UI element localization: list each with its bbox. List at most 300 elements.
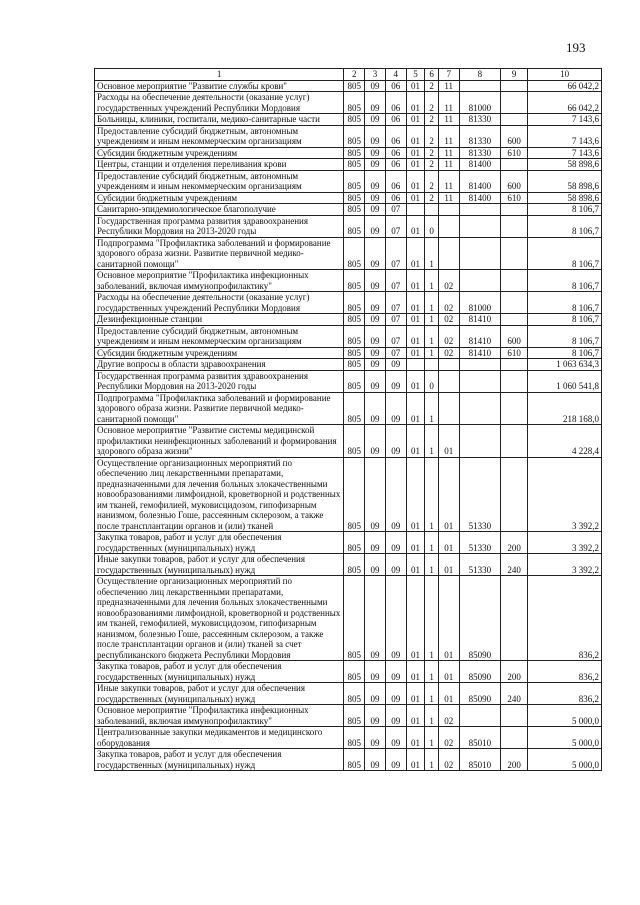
code-activity xyxy=(438,370,459,392)
code-direction: 85010 xyxy=(459,749,501,771)
code-activity xyxy=(438,204,459,216)
table-body xyxy=(95,69,602,771)
code-program: 01 xyxy=(406,457,425,532)
code-subsection: 09 xyxy=(385,532,406,554)
code-admin: 805 xyxy=(344,425,365,458)
table-row xyxy=(95,92,602,114)
code-expense-type xyxy=(501,204,528,216)
table-row xyxy=(95,347,602,359)
row-amount: 8 106,7 xyxy=(528,292,602,314)
code-direction xyxy=(459,270,501,292)
code-admin: 805 xyxy=(344,359,365,371)
code-section: 09 xyxy=(365,576,386,661)
table-row xyxy=(95,204,602,216)
code-subsection: 09 xyxy=(385,359,406,371)
code-section: 09 xyxy=(365,92,386,114)
code-expense-type: 610 xyxy=(501,192,528,204)
code-expense-type xyxy=(501,359,528,371)
code-program: 01 xyxy=(406,114,425,126)
code-activity: 11 xyxy=(438,159,459,171)
code-program: 01 xyxy=(406,370,425,392)
code-activity: 01 xyxy=(438,554,459,576)
column-header: 8 xyxy=(459,69,501,81)
row-amount: 8 106,7 xyxy=(528,325,602,347)
column-header: 5 xyxy=(406,69,425,81)
code-admin: 805 xyxy=(344,237,365,270)
code-admin: 805 xyxy=(344,147,365,159)
table-row xyxy=(95,215,602,237)
code-section: 09 xyxy=(365,683,386,705)
code-direction: 81400 xyxy=(459,192,501,204)
code-direction: 51330 xyxy=(459,532,501,554)
code-direction xyxy=(459,80,501,92)
table-row xyxy=(95,425,602,458)
row-name: Центры, станции и отделения переливания крови xyxy=(95,159,344,171)
code-direction: 85090 xyxy=(459,661,501,683)
code-admin: 805 xyxy=(344,325,365,347)
row-name: Предоставление субсидий бюджетным, автономным учреждениям и иным некоммерческим организациям xyxy=(95,325,344,347)
code-subprogram: 2 xyxy=(425,192,439,204)
row-amount: 66 042,2 xyxy=(528,92,602,114)
table-row xyxy=(95,457,602,532)
code-direction: 81410 xyxy=(459,325,501,347)
code-direction: 51330 xyxy=(459,554,501,576)
code-expense-type xyxy=(501,370,528,392)
table-row xyxy=(95,170,602,192)
code-activity: 01 xyxy=(438,661,459,683)
code-subsection: 09 xyxy=(385,705,406,727)
code-activity: 11 xyxy=(438,114,459,126)
table-row xyxy=(95,683,602,705)
code-expense-type: 200 xyxy=(501,532,528,554)
code-admin: 805 xyxy=(344,554,365,576)
code-program: 01 xyxy=(406,325,425,347)
code-subprogram: 1 xyxy=(425,532,439,554)
code-admin: 805 xyxy=(344,270,365,292)
code-expense-type: 600 xyxy=(501,170,528,192)
code-expense-type xyxy=(501,425,528,458)
row-name: Другие вопросы в области здравоохранения xyxy=(95,359,344,371)
code-subprogram: 1 xyxy=(425,727,439,749)
code-section: 09 xyxy=(365,125,386,147)
code-expense-type xyxy=(501,270,528,292)
code-subprogram: 1 xyxy=(425,554,439,576)
code-activity: 11 xyxy=(438,170,459,192)
code-direction xyxy=(459,705,501,727)
code-expense-type xyxy=(501,159,528,171)
code-section: 09 xyxy=(365,457,386,532)
code-expense-type: 600 xyxy=(501,325,528,347)
code-admin: 805 xyxy=(344,532,365,554)
code-activity xyxy=(438,359,459,371)
code-activity: 01 xyxy=(438,576,459,661)
row-name: Иные закупки товаров, работ и услуг для обеспечения государственных (муниципальных) нужд xyxy=(95,554,344,576)
code-subprogram: 2 xyxy=(425,159,439,171)
code-activity: 02 xyxy=(438,314,459,326)
table-row xyxy=(95,370,602,392)
code-admin: 805 xyxy=(344,661,365,683)
code-subsection: 07 xyxy=(385,270,406,292)
code-direction: 81410 xyxy=(459,314,501,326)
row-amount: 8 106,7 xyxy=(528,314,602,326)
code-subprogram: 1 xyxy=(425,749,439,771)
code-admin: 805 xyxy=(344,314,365,326)
table-row xyxy=(95,159,602,171)
code-subsection: 06 xyxy=(385,114,406,126)
code-section: 09 xyxy=(365,359,386,371)
code-activity: 02 xyxy=(438,270,459,292)
code-expense-type xyxy=(501,292,528,314)
code-program: 01 xyxy=(406,192,425,204)
code-activity: 02 xyxy=(438,292,459,314)
row-amount: 58 898,6 xyxy=(528,192,602,204)
row-name: Централизованные закупки медикаментов и медицинского оборудования xyxy=(95,727,344,749)
code-activity: 11 xyxy=(438,147,459,159)
code-subprogram xyxy=(425,359,439,371)
table-row xyxy=(95,147,602,159)
code-subsection: 09 xyxy=(385,749,406,771)
code-expense-type xyxy=(501,114,528,126)
row-name: Субсидии бюджетным учреждениям xyxy=(95,192,344,204)
code-section: 09 xyxy=(365,314,386,326)
code-program: 01 xyxy=(406,270,425,292)
row-name: Основное мероприятие "Профилактика инфекционных заболеваний, включая иммунопрофилактику" xyxy=(95,270,344,292)
code-program: 01 xyxy=(406,749,425,771)
table-row xyxy=(95,392,602,425)
code-admin: 805 xyxy=(344,159,365,171)
code-program: 01 xyxy=(406,683,425,705)
row-amount: 7 143,6 xyxy=(528,125,602,147)
code-subprogram: 2 xyxy=(425,92,439,114)
code-subsection: 07 xyxy=(385,292,406,314)
code-subsection: 07 xyxy=(385,347,406,359)
code-section: 09 xyxy=(365,325,386,347)
code-subprogram: 1 xyxy=(425,457,439,532)
code-subprogram: 2 xyxy=(425,170,439,192)
code-expense-type: 600 xyxy=(501,125,528,147)
code-expense-type xyxy=(501,576,528,661)
row-amount: 836,2 xyxy=(528,661,602,683)
code-program: 01 xyxy=(406,532,425,554)
code-expense-type: 610 xyxy=(501,347,528,359)
code-subprogram: 1 xyxy=(425,347,439,359)
code-subsection: 07 xyxy=(385,325,406,347)
code-direction xyxy=(459,215,501,237)
row-name: Дезинфекционные станции xyxy=(95,314,344,326)
code-program: 01 xyxy=(406,554,425,576)
code-direction xyxy=(459,359,501,371)
code-program: 01 xyxy=(406,576,425,661)
code-direction: 85090 xyxy=(459,683,501,705)
code-expense-type: 200 xyxy=(501,749,528,771)
row-amount: 3 392,2 xyxy=(528,532,602,554)
code-program: 01 xyxy=(406,425,425,458)
code-expense-type: 610 xyxy=(501,147,528,159)
code-program: 01 xyxy=(406,159,425,171)
code-subprogram: 2 xyxy=(425,80,439,92)
code-expense-type: 240 xyxy=(501,683,528,705)
code-section: 09 xyxy=(365,170,386,192)
code-section: 09 xyxy=(365,749,386,771)
code-expense-type xyxy=(501,92,528,114)
code-direction: 81330 xyxy=(459,125,501,147)
code-subsection: 06 xyxy=(385,92,406,114)
code-activity: 01 xyxy=(438,425,459,458)
code-expense-type xyxy=(501,215,528,237)
code-subsection: 07 xyxy=(385,215,406,237)
code-subsection: 06 xyxy=(385,159,406,171)
code-admin: 805 xyxy=(344,457,365,532)
code-program xyxy=(406,204,425,216)
code-expense-type xyxy=(501,705,528,727)
code-admin: 805 xyxy=(344,292,365,314)
code-section: 09 xyxy=(365,727,386,749)
code-direction: 85090 xyxy=(459,576,501,661)
code-subsection: 07 xyxy=(385,237,406,270)
code-subsection: 06 xyxy=(385,192,406,204)
code-section: 09 xyxy=(365,425,386,458)
table-row xyxy=(95,727,602,749)
code-subsection: 06 xyxy=(385,170,406,192)
code-section: 09 xyxy=(365,215,386,237)
code-subprogram: 1 xyxy=(425,705,439,727)
code-subsection: 09 xyxy=(385,425,406,458)
column-header: 1 xyxy=(95,69,344,81)
code-program: 01 xyxy=(406,661,425,683)
column-header: 7 xyxy=(438,69,459,81)
code-expense-type xyxy=(501,80,528,92)
row-amount: 5 000,0 xyxy=(528,749,602,771)
table-row xyxy=(95,237,602,270)
code-section: 09 xyxy=(365,80,386,92)
row-name: Закупка товаров, работ и услуг для обеспечения государственных (муниципальных) нужд xyxy=(95,532,344,554)
row-name: Иные закупки товаров, работ и услуг для обеспечения государственных (муниципальных) нужд xyxy=(95,683,344,705)
row-amount: 3 392,2 xyxy=(528,457,602,532)
code-expense-type xyxy=(501,392,528,425)
code-admin: 805 xyxy=(344,192,365,204)
row-amount: 4 228,4 xyxy=(528,425,602,458)
code-section: 09 xyxy=(365,347,386,359)
row-name: Государственная программа развития здравоохранения Республики Мордовия на 2013-2020 годы xyxy=(95,215,344,237)
row-amount: 8 106,7 xyxy=(528,215,602,237)
code-program: 01 xyxy=(406,392,425,425)
code-section: 09 xyxy=(365,159,386,171)
table-row xyxy=(95,292,602,314)
row-amount: 8 106,7 xyxy=(528,270,602,292)
row-amount: 1 063 634,3 xyxy=(528,359,602,371)
code-admin: 805 xyxy=(344,204,365,216)
code-section: 09 xyxy=(365,392,386,425)
code-program: 01 xyxy=(406,292,425,314)
code-activity: 02 xyxy=(438,347,459,359)
code-admin: 805 xyxy=(344,170,365,192)
code-program: 01 xyxy=(406,727,425,749)
code-admin: 805 xyxy=(344,125,365,147)
code-subprogram: 0 xyxy=(425,215,439,237)
code-program: 01 xyxy=(406,215,425,237)
row-name: Субсидии бюджетным учреждениям xyxy=(95,347,344,359)
code-section: 09 xyxy=(365,292,386,314)
code-section: 09 xyxy=(365,370,386,392)
row-amount: 3 392,2 xyxy=(528,554,602,576)
code-subsection: 09 xyxy=(385,727,406,749)
row-amount: 58 898,6 xyxy=(528,159,602,171)
code-activity: 11 xyxy=(438,125,459,147)
row-name: Больницы, клиники, госпитали, медико-санитарные части xyxy=(95,114,344,126)
code-activity: 11 xyxy=(438,92,459,114)
code-program xyxy=(406,359,425,371)
code-subsection: 06 xyxy=(385,80,406,92)
row-name: Государственная программа развития здравоохранения Республики Мордовия на 2013-2020 годы xyxy=(95,370,344,392)
code-subprogram: 1 xyxy=(425,314,439,326)
row-amount: 5 000,0 xyxy=(528,705,602,727)
column-header: 3 xyxy=(365,69,386,81)
code-admin: 805 xyxy=(344,370,365,392)
code-subprogram: 1 xyxy=(425,661,439,683)
code-subprogram: 1 xyxy=(425,325,439,347)
column-header: 4 xyxy=(385,69,406,81)
row-name: Подпрограмма "Профилактика заболеваний и формирование здорового образа жизни. Развитие первичной медико-санитарной помощи" xyxy=(95,237,344,270)
code-expense-type xyxy=(501,727,528,749)
row-amount: 1 060 541,8 xyxy=(528,370,602,392)
code-subsection: 09 xyxy=(385,661,406,683)
table-header-row xyxy=(95,69,602,81)
code-admin: 805 xyxy=(344,114,365,126)
code-section: 09 xyxy=(365,147,386,159)
code-subprogram: 1 xyxy=(425,392,439,425)
code-admin: 805 xyxy=(344,749,365,771)
row-amount: 8 106,7 xyxy=(528,204,602,216)
code-section: 09 xyxy=(365,204,386,216)
code-subprogram: 2 xyxy=(425,125,439,147)
column-header: 2 xyxy=(344,69,365,81)
code-program: 01 xyxy=(406,92,425,114)
code-program: 01 xyxy=(406,705,425,727)
code-activity xyxy=(438,215,459,237)
code-activity xyxy=(438,237,459,270)
page-number: 193 xyxy=(566,40,586,55)
row-amount: 8 106,7 xyxy=(528,347,602,359)
row-name: Основное мероприятие "Развитие системы медицинской профилактики неинфекционных заболеваний и формирования здорового образа жизни" xyxy=(95,425,344,458)
table-row xyxy=(95,532,602,554)
code-subsection: 07 xyxy=(385,204,406,216)
code-direction xyxy=(459,392,501,425)
code-program: 01 xyxy=(406,147,425,159)
row-name: Осуществление организационных мероприятий по обеспечению лиц лекарственными препаратами, предназначенными для лечения больных злокачественными новообразованиями лимфоидной, кроветворной и родственных им тканей, гемофилией, муковисцидозом, гипофизарным нанизмом, болезнью Гоше, рассеянным склерозом, а также после трансплантации органов и (или) тканей за счет республиканского бюджета Республики Мордовия xyxy=(95,576,344,661)
code-activity: 01 xyxy=(438,683,459,705)
code-activity: 11 xyxy=(438,192,459,204)
code-activity: 01 xyxy=(438,457,459,532)
code-subprogram xyxy=(425,204,439,216)
code-subprogram: 1 xyxy=(425,237,439,270)
code-activity: 02 xyxy=(438,325,459,347)
code-section: 09 xyxy=(365,192,386,204)
code-direction xyxy=(459,370,501,392)
code-subsection: 09 xyxy=(385,554,406,576)
code-direction: 81410 xyxy=(459,347,501,359)
code-activity: 11 xyxy=(438,80,459,92)
code-program: 01 xyxy=(406,80,425,92)
code-section: 09 xyxy=(365,237,386,270)
code-admin: 805 xyxy=(344,80,365,92)
code-program: 01 xyxy=(406,170,425,192)
code-admin: 805 xyxy=(344,727,365,749)
code-direction: 81330 xyxy=(459,114,501,126)
table-row xyxy=(95,325,602,347)
code-admin: 805 xyxy=(344,215,365,237)
code-subsection: 09 xyxy=(385,576,406,661)
code-admin: 805 xyxy=(344,392,365,425)
code-subprogram: 1 xyxy=(425,425,439,458)
code-direction: 85010 xyxy=(459,727,501,749)
column-header: 6 xyxy=(425,69,439,81)
code-direction: 81000 xyxy=(459,92,501,114)
code-activity: 02 xyxy=(438,749,459,771)
row-name: Осуществление организационных мероприятий по обеспечению лиц лекарственными препаратами, предназначенными для лечения больных злокачественными новообразованиями лимфоидной, кроветворной и родственных им тканей, гемофилией, муковисцидозом, гипофизарным нанизмом, болезнью Гоше, рассеянным склерозом, а также после трансплантации органов и (или) тканей xyxy=(95,457,344,532)
code-program: 01 xyxy=(406,347,425,359)
code-section: 09 xyxy=(365,705,386,727)
row-name: Предоставление субсидий бюджетным, автономным учреждениям и иным некоммерческим организациям xyxy=(95,170,344,192)
row-amount: 836,2 xyxy=(528,683,602,705)
code-section: 09 xyxy=(365,114,386,126)
code-subprogram: 1 xyxy=(425,576,439,661)
code-subprogram: 1 xyxy=(425,683,439,705)
table-row xyxy=(95,80,602,92)
code-subsection: 09 xyxy=(385,392,406,425)
code-direction: 51330 xyxy=(459,457,501,532)
code-section: 09 xyxy=(365,554,386,576)
code-subprogram: 1 xyxy=(425,270,439,292)
code-subsection: 09 xyxy=(385,457,406,532)
code-activity: 01 xyxy=(438,532,459,554)
code-section: 09 xyxy=(365,270,386,292)
code-section: 09 xyxy=(365,661,386,683)
code-direction xyxy=(459,204,501,216)
table-row xyxy=(95,554,602,576)
code-expense-type xyxy=(501,314,528,326)
row-name: Закупка товаров, работ и услуг для обеспечения государственных (муниципальных) нужд xyxy=(95,749,344,771)
row-name: Субсидии бюджетным учреждениям xyxy=(95,147,344,159)
table-row xyxy=(95,125,602,147)
row-amount: 836,2 xyxy=(528,576,602,661)
row-amount: 218 168,0 xyxy=(528,392,602,425)
code-subprogram: 2 xyxy=(425,147,439,159)
row-amount: 58 898,6 xyxy=(528,170,602,192)
code-subsection: 09 xyxy=(385,370,406,392)
table-row xyxy=(95,270,602,292)
code-expense-type: 200 xyxy=(501,661,528,683)
code-subsection: 06 xyxy=(385,125,406,147)
code-activity: 02 xyxy=(438,705,459,727)
table-row xyxy=(95,114,602,126)
row-name: Расходы на обеспечение деятельности (оказание услуг) государственных учреждений Республики Мордовия xyxy=(95,292,344,314)
code-program: 01 xyxy=(406,237,425,270)
row-amount: 5 000,0 xyxy=(528,727,602,749)
row-name: Расходы на обеспечение деятельности (оказание услуг) государственных учреждений Республики Мордовия xyxy=(95,92,344,114)
table-row xyxy=(95,705,602,727)
code-expense-type: 240 xyxy=(501,554,528,576)
code-activity xyxy=(438,392,459,425)
table-row xyxy=(95,314,602,326)
code-direction: 81400 xyxy=(459,159,501,171)
table-row xyxy=(95,359,602,371)
row-amount: 8 106,7 xyxy=(528,237,602,270)
code-program: 01 xyxy=(406,125,425,147)
code-subprogram: 1 xyxy=(425,292,439,314)
code-section: 09 xyxy=(365,532,386,554)
code-direction: 81000 xyxy=(459,292,501,314)
code-activity: 02 xyxy=(438,727,459,749)
